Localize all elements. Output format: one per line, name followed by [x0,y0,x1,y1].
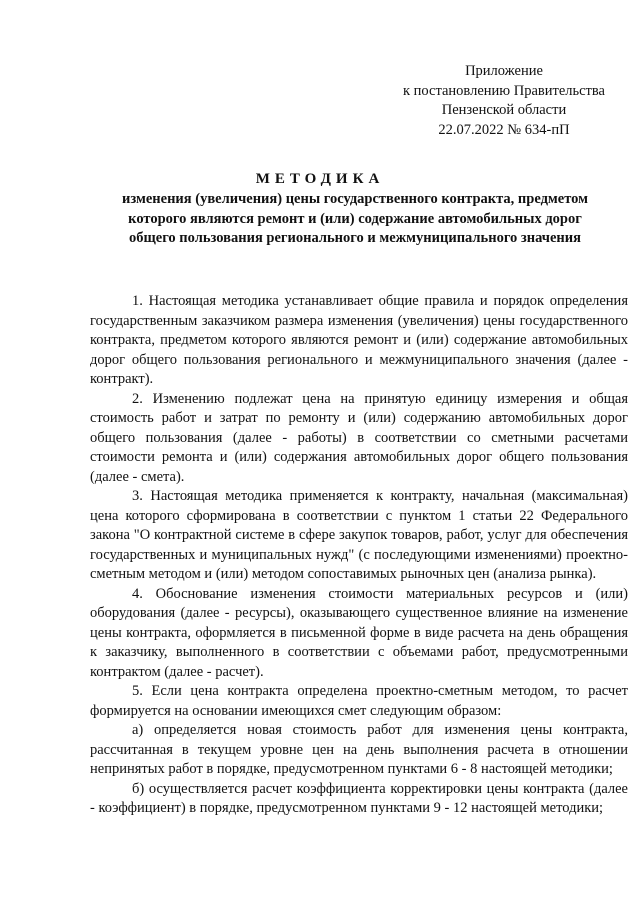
appendix-label: Приложение [465,63,543,79]
paragraph-5: 5. Если цена контракта определена проектно-сметным методом, то расчет формируется на основании имеющихся смет следующим образом: [90,683,628,719]
appendix-header [380,62,628,140]
document-body [90,292,628,819]
paragraph-2: 2. Изменению подлежат цена на принятую единицу измерения и общая стоимость работ и затрат по ремонту и (или) содержанию автомобильных дорог общего пользования (далее - работы) в соответствии со сметными расчетами стоимости ремонта и (или) содержания автомобильных дорог общего пользования (далее - смета). [90,390,628,485]
appendix-region: Пензенской области [441,102,567,118]
paragraph-3: 3. Настоящая методика применяется к контракту, начальная (максимальная) цена которого сформирована в соответствии с пунктом 1 статьи 22 Федерального закона "О контрактной системе в сфере закупок товаров, работ, услуг для обеспечения государственных и муниципальных нужд" (с последующими изменениями) проектно-сметным методом и (или) методом сопоставимых рыночных цен (анализа рынка). [90,488,628,582]
document-subtitle: изменения (увеличения) цены государственного контракта, предметом которого являются ремонт и (или) содержание автомобильных дорог общего пользования регионального и межмуниципального значения [121,191,589,246]
appendix-resolution: к постановлению Правительства [403,82,605,99]
paragraph-1: 1. Настоящая методика устанавливает общие правила и порядок определения государственным заказчиком размера изменения (увеличения) цены государственного контракта, предметом которого являются ремонт и (или) содержание автомобильных дорог общего пользования регионального и межмуниципального значения (далее - контракт). [90,293,628,387]
paragraph-5a: а) определяется новая стоимость работ для изменения цены контракта, рассчитанная в текущем уровне цен на день выполнения расчета в отношении непринятых работ в порядке, предусмотренном пунктами 6 - 8 настоящей методики; [90,722,628,777]
document-title: МЕТОДИКА [255,171,385,187]
paragraph-4: 4. Обоснование изменения стоимости материальных ресурсов и (или) оборудования (далее - ресурсы), оказывающего существенное влияние на изменение цены контракта, оформляется в письменной форме в виде расчета на день обращения к заказчику, выполненного в соответствии с объемами работ, предусмотренными контрактом (далее - расчет). [90,585,628,680]
appendix-date-number: 22.07.2022 № 634-пП [438,121,570,138]
paragraph-5b: б) осуществляется расчет коэффициента корректировки цены контракта (далее - коэффициент) в порядке, предусмотренном пунктами 9 - 12 настоящей методики; [90,780,628,816]
